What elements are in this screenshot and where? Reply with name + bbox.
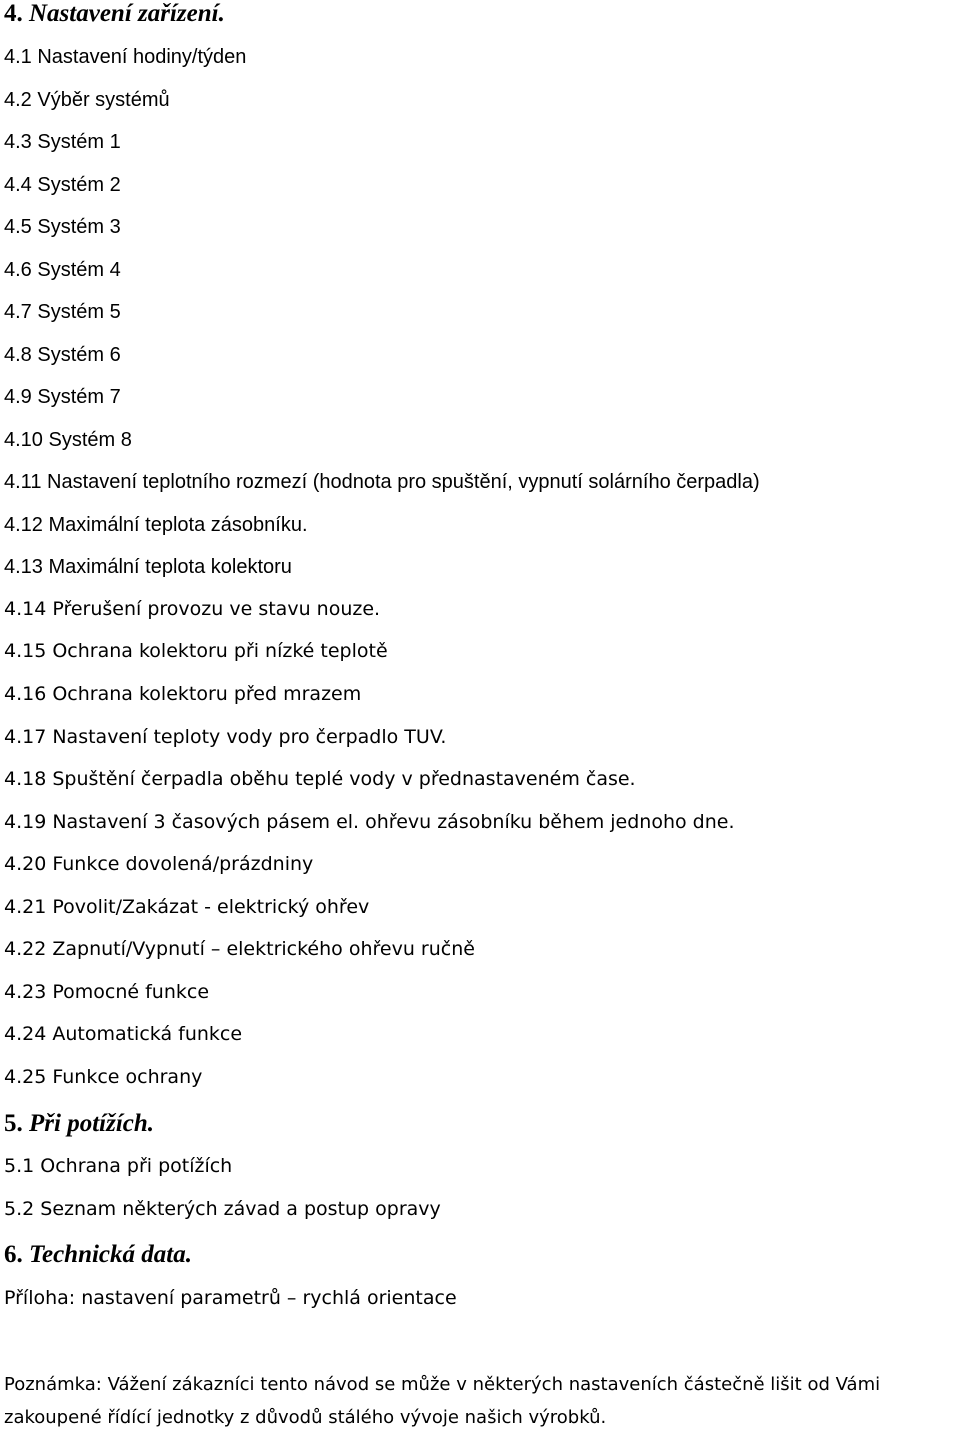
toc-item-4-7: 4.7 Systém 5 (4, 301, 121, 323)
toc-item-4-4: 4.4 Systém 2 (4, 174, 121, 196)
toc-item-4-25: 4.25 Funkce ochrany (4, 1066, 203, 1088)
toc-item-4-1: 4.1 Nastavení hodiny/týden (4, 46, 247, 68)
toc-item-4-9: 4.9 Systém 7 (4, 386, 121, 408)
toc-item-5-2: 5.2 Seznam některých závad a postup opravy (4, 1198, 441, 1220)
toc-item-4-24: 4.24 Automatická funkce (4, 1023, 243, 1045)
toc-item-4-12: 4.12 Maximální teplota zásobníku. (4, 514, 308, 536)
appendix-line: Příloha: nastavení parametrů – rychlá orientace (4, 1287, 457, 1309)
toc-item-4-13: 4.13 Maximální teplota kolektoru (4, 556, 292, 578)
toc-item-4-21: 4.21 Povolit/Zakázat - elektrický ohřev (4, 896, 370, 918)
toc-item-4-22: 4.22 Zapnutí/Vypnutí – elektrického ohřevu ručně (4, 938, 475, 960)
section-4-title: Nastavení zařízení. (29, 0, 225, 27)
toc-item-4-5: 4.5 Systém 3 (4, 216, 121, 238)
toc-item-4-8: 4.8 Systém 6 (4, 344, 121, 366)
note-line-2: zakoupené řídící jednotky z důvodů stálého vývoje našich výrobků. (4, 1407, 607, 1428)
section-6-title: Technická data. (29, 1241, 192, 1268)
toc-item-4-6: 4.6 Systém 4 (4, 259, 121, 281)
section-5-title: Při potížích. (29, 1110, 155, 1137)
toc-item-5-1: 5.1 Ochrana při potížích (4, 1155, 233, 1177)
toc-item-4-14: 4.14 Přerušení provozu ve stavu nouze. (4, 598, 381, 620)
toc-item-4-15: 4.15 Ochrana kolektoru při nízké teplotě (4, 640, 388, 662)
section-4-heading (4, 1, 225, 26)
section-5-number: 5. (4, 1110, 23, 1137)
toc-item-4-17: 4.17 Nastavení teploty vody pro čerpadlo TUV. (4, 726, 447, 748)
toc-item-4-19: 4.19 Nastavení 3 časových pásem el. ohřevu zásobníku během jednoho dne. (4, 811, 735, 833)
section-4-number: 4. (4, 0, 23, 27)
toc-item-4-2: 4.2 Výběr systémů (4, 89, 170, 111)
toc-item-4-18: 4.18 Spuštění čerpadla oběhu teplé vody v přednastaveném čase. (4, 768, 636, 790)
toc-item-4-16: 4.16 Ochrana kolektoru před mrazem (4, 683, 362, 705)
toc-item-4-23: 4.23 Pomocné funkce (4, 981, 210, 1003)
section-6-heading (4, 1242, 192, 1267)
toc-item-4-10: 4.10 Systém 8 (4, 429, 132, 451)
note-line-1: Poznámka: Vážení zákazníci tento návod se může v některých nastaveních částečně lišit od Vámi (4, 1374, 881, 1395)
section-5-heading (4, 1111, 154, 1136)
toc-item-4-3: 4.3 Systém 1 (4, 131, 121, 153)
section-6-number: 6. (4, 1241, 23, 1268)
toc-item-4-20: 4.20 Funkce dovolená/prázdniny (4, 853, 314, 875)
toc-item-4-11: 4.11 Nastavení teplotního rozmezí (hodnota pro spuštění, vypnutí solárního čerpadla) (4, 471, 760, 493)
